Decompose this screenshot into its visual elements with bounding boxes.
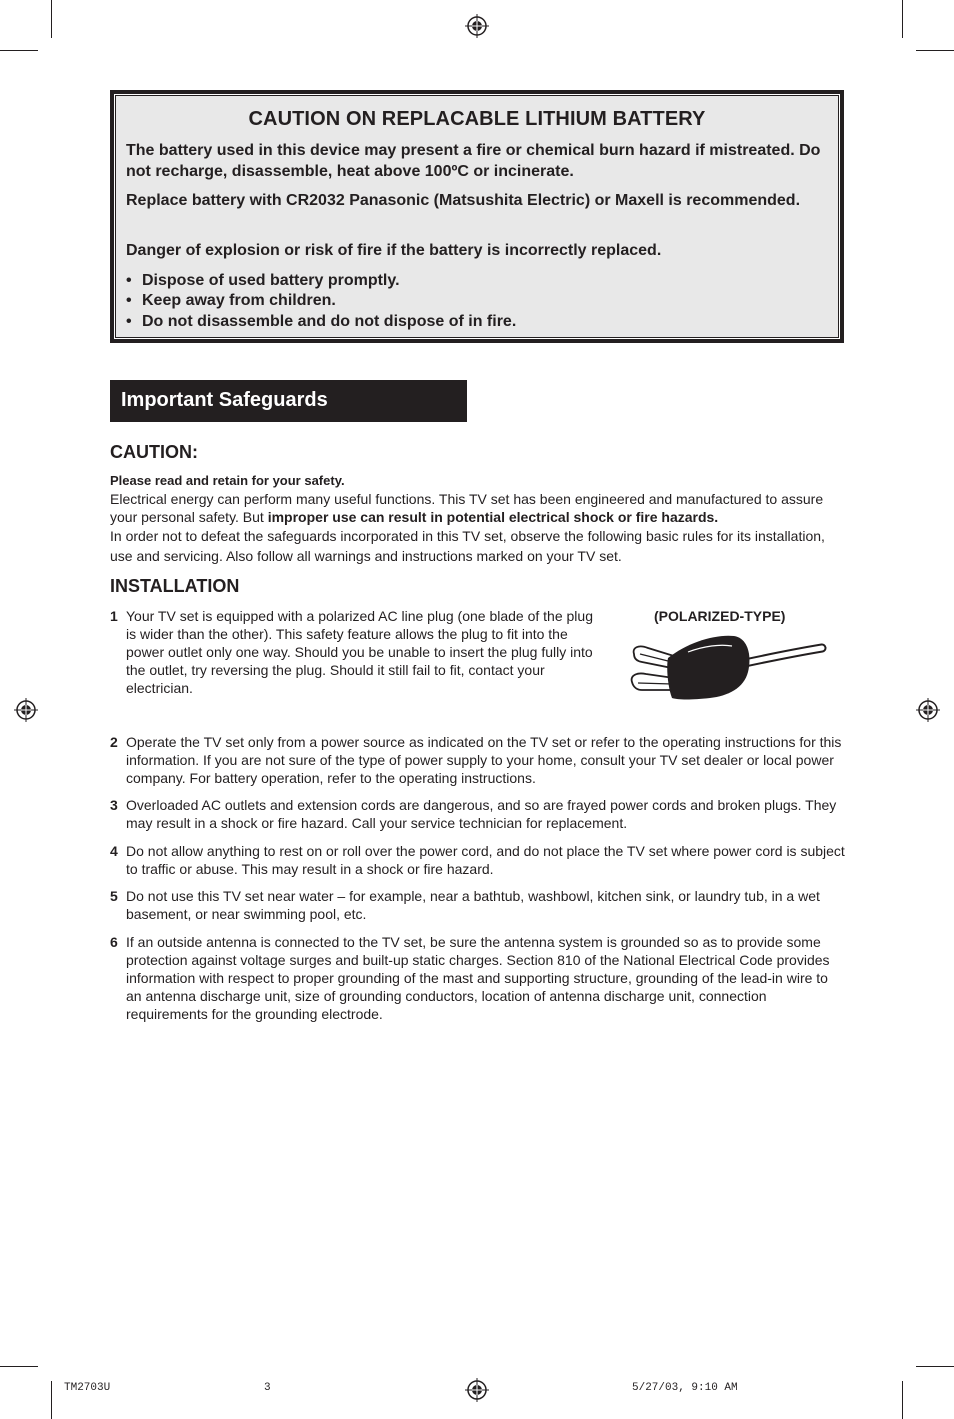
figure-label: (POLARIZED-TYPE) xyxy=(654,608,786,624)
installation-heading: INSTALLATION xyxy=(110,576,240,596)
caution-text: Electrical energy can perform many useful functions. This TV set has been engineered and manufactured to assure your personal safety. But improper use can result in potential electrical shock or fire hazards. xyxy=(110,491,824,525)
crop-mark xyxy=(916,1366,954,1367)
battery-caution-title: CAUTION ON REPLACABLE LITHIUM BATTERY xyxy=(248,108,706,130)
footer-timestamp: 5/27/03, 9:10 AM xyxy=(632,1382,738,1394)
caution-lead: Please read and retain for your safety. xyxy=(110,473,345,488)
battery-caution-bullet: • Dispose of used battery promptly. xyxy=(126,272,400,289)
battery-caution-bullet: • Keep away from children. xyxy=(126,292,336,309)
section-banner xyxy=(110,380,467,422)
registration-mark-icon xyxy=(465,1378,489,1402)
crop-mark xyxy=(902,0,903,38)
caution-body xyxy=(110,472,850,566)
registration-mark-icon xyxy=(916,698,940,722)
battery-caution-paragraph: Danger of explosion or risk of fire if the battery is incorrectly replaced. xyxy=(126,242,662,259)
battery-caution-box xyxy=(110,90,844,343)
crop-mark xyxy=(0,1366,38,1367)
registration-mark-icon xyxy=(465,14,489,38)
crop-mark xyxy=(916,50,954,51)
crop-mark xyxy=(51,1381,52,1419)
crop-mark xyxy=(0,50,38,51)
caution-heading: CAUTION: xyxy=(110,442,198,462)
registration-mark-icon xyxy=(14,698,38,722)
crop-mark xyxy=(902,1381,903,1419)
battery-caution-paragraph: Replace battery with CR2032 Panasonic (Matsushita Electric) or Maxell is recommended. xyxy=(126,192,801,209)
battery-caution-paragraph: The battery used in this device may present a fire or chemical burn hazard if mistreated. Do not recharge, disassemble, heat above 100ºC or incinerate. xyxy=(126,142,821,180)
footer-model: TM2703U xyxy=(64,1382,111,1394)
polarized-plug-icon xyxy=(628,628,828,702)
caution-text-rules: In order not to defeat the safeguards incorporated in this TV set, observe the following basic rules for its installation, use and servicing. Also follow all warnings and instructions marked on your TV set. xyxy=(110,528,825,564)
footer-page: 3 xyxy=(264,1382,271,1394)
battery-caution-bullet: • Do not disassemble and do not dispose of in fire. xyxy=(126,313,517,330)
section-banner-title: Important Safeguards xyxy=(121,389,328,411)
crop-mark xyxy=(51,0,52,38)
